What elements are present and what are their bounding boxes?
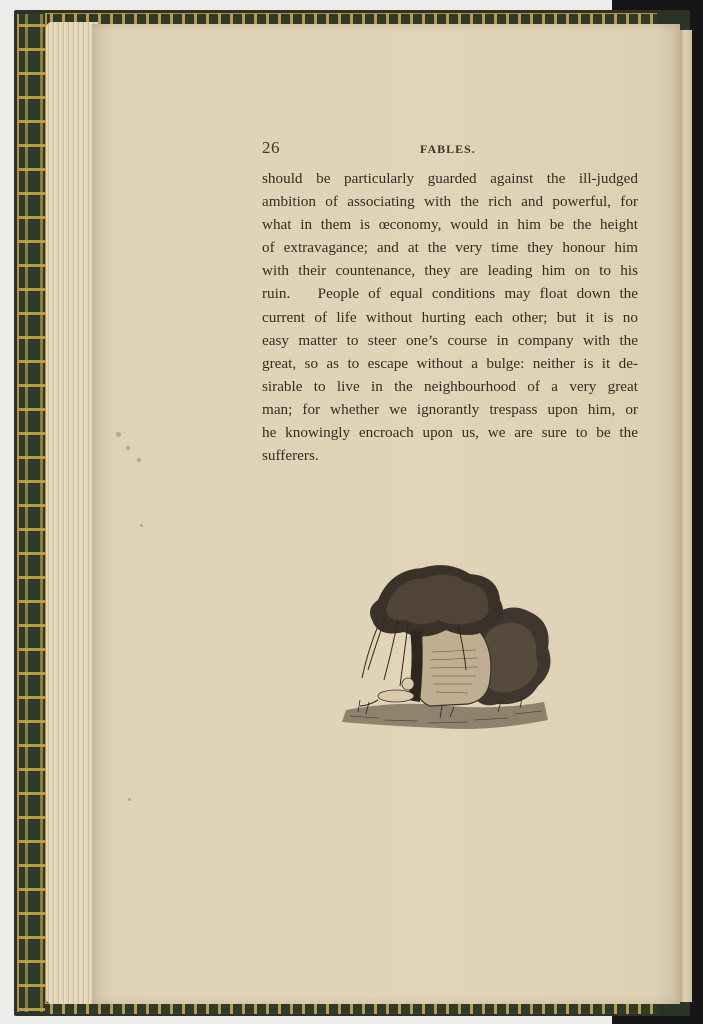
foxing-spot	[126, 446, 130, 450]
text-line: with their countenance, they are leading him on to his	[262, 262, 638, 280]
page-number: 26	[262, 138, 280, 157]
page-edges-stack	[46, 22, 98, 1004]
gilt-border-left	[17, 14, 47, 1012]
wood-engraving-tree-and-boulder-icon	[338, 560, 558, 740]
foxing-spot	[140, 524, 143, 527]
text-line: what in them is œconomy, would in him be the height	[262, 216, 638, 234]
running-title: FABLES.	[420, 142, 476, 156]
text-line: he knowingly encroach upon us, we are sure to be the	[262, 424, 638, 442]
text-line: should be particularly guarded against the ill-judged	[262, 170, 638, 187]
gilt-border-bottom	[45, 1003, 657, 1014]
text-line: man; for whether we ignorantly trespass upon him, or	[262, 400, 638, 418]
text-line: of extravagance; and at the very time they honour him	[262, 239, 638, 257]
text-line: sirable to live in the neighbourhood of a very great	[262, 377, 638, 395]
text-line: easy matter to steer one’s course in company with the	[262, 331, 638, 349]
text-line: great, so as to escape without a bulge: neither is it de-	[262, 354, 638, 372]
foxing-spot	[137, 458, 141, 462]
facing-page-edge	[680, 30, 692, 1002]
foxing-spot	[128, 798, 131, 801]
text-line: sufferers.	[262, 447, 319, 465]
text-line: ruin. People of equal conditions may float down the	[262, 285, 638, 303]
text-line: current of life without hurting each other; but it is no	[262, 308, 638, 326]
running-head	[262, 138, 638, 160]
body-text	[262, 167, 638, 467]
foxing-spot	[116, 432, 121, 437]
text-line: ambition of associating with the rich and powerful, for	[262, 193, 638, 211]
